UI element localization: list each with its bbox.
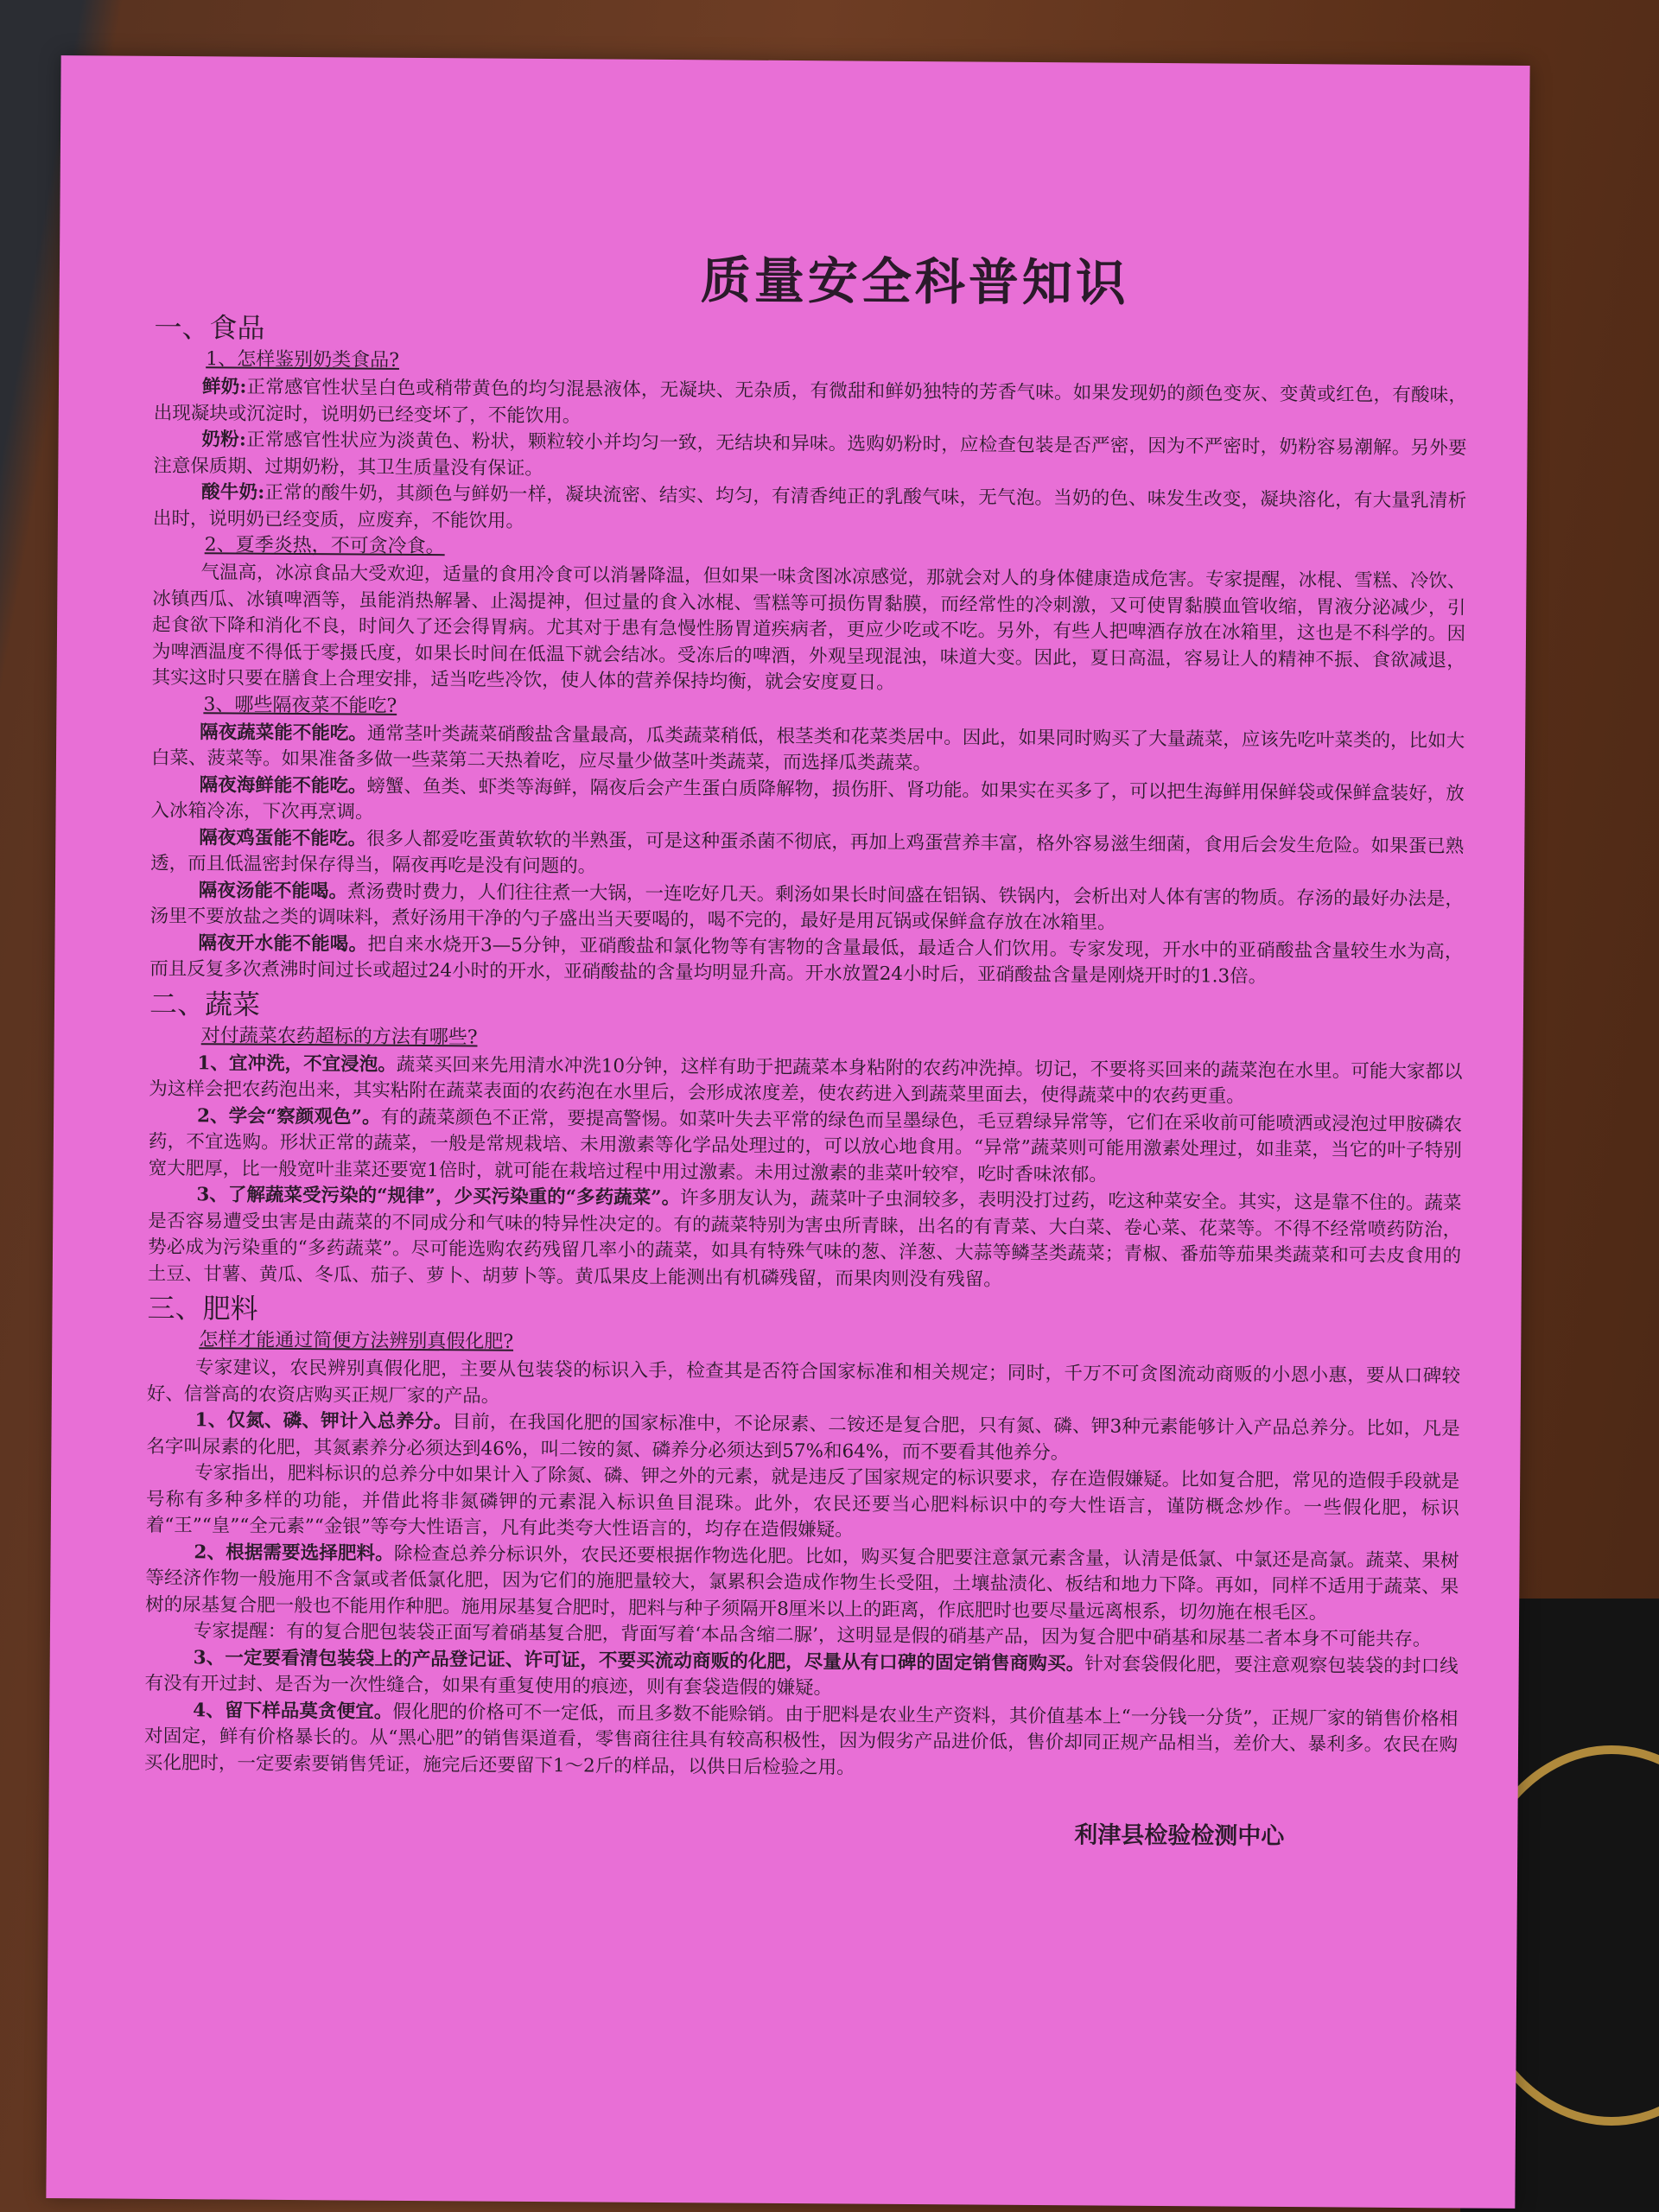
issuer-signature: 利津县检验检测中心 [1074, 1821, 1285, 1851]
section-heading-fertilizer: 三、肥料 [147, 1291, 258, 1325]
paragraph-fert-3: 3、一定要看清包装袋上的产品登记证、许可证，不要买流动商贩的化肥，尽量从有口碑的固定销售商购买。针对套袋假化肥，要注意观察包装袋的封口线有没有开过封、是否为一次性缝合，如果有重复使用的痕迹，则有套袋造假的嫌疑。 [144, 1646, 1459, 1700]
flyer-paper [46, 55, 1529, 2209]
paragraph-fert-2: 2、根据需要选择肥料。除检查总养分标识外，农民还要根据作物选化肥。比如，购买复合肥要注意氯元素含量，认清是低氯、中氯还是高氯。蔬菜、果树等经济作物一般施用不含氯或者低氯化肥，因为它们的施肥量较大，氯累积会造成作物生长受阻，土壤盐渍化、板结和地力下降。再如，同样不适用于蔬菜、果树的尿基复合肥一般也不能用作种肥。施用尿基复合肥时，肥料与种子须隔开8厘米以上的距离，作底肥时也要尽量远离根系，切勿施在根毛区。 [145, 1541, 1459, 1624]
paragraph-leftover-seafood: 隔夜海鲜能不能吃。螃蟹、鱼类、虾类等海鲜，隔夜后会产生蛋白质降解物，损伤肝、肾功能。如果实在买多了，可以把生海鲜用保鲜袋或保鲜盒装好，放入冰箱冷冻，下次再烹调。 [150, 773, 1465, 823]
paragraph-leftover-soup: 隔夜汤能不能喝。煮汤费时费力，人们往往煮一大锅，一连吃好几天。剩汤如果长时间盛在铝锅、铁锅内，会析出对人体有害的物质。存汤的最好办法是，汤里不要放盐之类的调味料，煮好汤用干净的勺子盛出当天要喝的，喝不完的，最好是用瓦锅或保鲜盒存放在冰箱里。 [149, 879, 1464, 934]
paragraph-fresh-milk: 鲜奶:正常感官性状呈白色或稍带黄色的均匀混悬液体，无凝块、无杂质，有微甜和鲜奶独特的芳香气味。如果发现奶的颜色变灰、变黄或红色，有酸味，出现凝块或沉淀时，说明奶已经变坏了，不能饮用。 [153, 376, 1468, 427]
paragraph-milk-powder: 奶粉:正常感官性状应为淡黄色、粉状，颗粒较小并均匀一致，无结块和异味。选购奶粉时，应检查包装是否严密，因为不严密时，奶粉容易潮解。另外要注意保质期、过期奶粉，其卫生质量没有保证。 [153, 429, 1467, 480]
paragraph-yogurt: 酸牛奶:正常的酸牛奶，其颜色与鲜奶一样，凝块流密、结实、均匀，有清香纯正的乳酸气味，无气泡。当奶的色、味发生改变，凝块溶化，有大量乳清析出时，说明奶已经变质，应废弃，不能饮用。 [152, 481, 1467, 532]
section-heading-food: 一、食品 [154, 310, 265, 345]
paragraph-leftover-veg: 隔夜蔬菜能不能吃。通常茎叶类蔬菜硝酸盐含量最高，瓜类蔬菜稍低，根茎类和花菜类居中。因此，如果同时购买了大量蔬菜，应该先吃叶菜类的，比如大白菜、菠菜等。如果准备多做一些菜第二天热着吃，应尽量少做茎叶类蔬菜，而选择瓜类蔬菜。 [150, 721, 1465, 775]
subheading-fertilizer: 怎样才能通过简便方法辨别真假化肥? [199, 1329, 514, 1353]
paragraph-fert-1: 1、仅氮、磷、钾计入总养分。目前，在我国化肥的国家标准中，不论尿素、二铵还是复合肥，只有氮、磷、钾3种元素能够计入产品总养分。比如，凡是名字叫尿素的化肥，其氮素养分必须达到46%，叫二铵的氮、磷养分必须达到57%和64%，而不要看其他养分。 [146, 1409, 1460, 1464]
subheading-pesticide: 对付蔬菜农药超标的方法有哪些? [200, 1024, 478, 1048]
document-title: 质量安全科普知识 [700, 251, 1130, 313]
subheading-leftovers: 3、哪些隔夜菜不能吃? [203, 693, 397, 717]
paragraph-leftover-water: 隔夜开水能不能喝。把自来水烧开3—5分钟，亚硝酸盐和氯化物等有害物的含量最低，最适合人们饮用。专家发现，开水中的亚硝酸盐含量较生水为高，而且反复多次煮沸时间过长或超过24小时的开水，亚硝酸盐的含量均明显升高。开水放置24小时后，亚硝酸盐含量是刚烧开时的1.3倍。 [149, 931, 1464, 988]
paragraph-fert-intro: 专家建议，农民辨别真假化肥，主要从包装袋的标识入手，检查其是否符合国家标准和相关规定；同时，千万不可贪图流动商贩的小恩小惠，要从口碑较好、信誉高的农资店购买正规厂家的产品。 [146, 1357, 1461, 1408]
paragraph-summer: 气温高，冰凉食品大受欢迎，适量的食用冷食可以消暑降温，但如果一味贪图冰凉感觉，那就会对人的身体健康造成危害。专家提醒，冰棍、雪糕、冷饮、冰镇西瓜、冰镇啤酒等，虽能消热解暑、止渴提神，但过量的食入冰棍、雪糕等可损伤胃黏膜，而经常性的冷刺激，又可使胃黏膜血管收缩，胃液分泌减少，引起食欲下降和消化不良，时间久了还会得胃病。尤其对于患有急慢性肠胃道疾病者，更应少吃或不吃。另外，有些人把啤酒存放在冰箱里，这也是不科学的。因为啤酒温度不得低于零摄氏度，如果长时间在低温下就会结冰。受冻后的啤酒，外观呈现混浊，味道大变。因此，夏日高温，容易让人的精神不振、食欲减退，其实这时只要在膳食上合理安排，适当吃些冷饮，使人体的营养保持均衡，就会安度夏日。 [151, 562, 1466, 694]
paragraph-veg-1: 1、宜冲洗，不宜浸泡。蔬菜买回来先用清水冲洗10分钟，这样有助于把蔬菜本身粘附的农药冲洗掉。切记，不要将买回来的蔬菜泡在水里。可能大家都以为这样会把农药泡出来，其实粘附在蔬菜表面的农药泡在水里后，会形成浓度差，使农药进入到蔬菜里面去，使得蔬菜中的农药更重。 [149, 1052, 1463, 1108]
paragraph-leftover-egg: 隔夜鸡蛋能不能吃。很多人都爱吃蛋黄软软的半熟蛋，可是这种蛋杀菌不彻底，再加上鸡蛋营养丰富，格外容易滋生细菌，食用后会发生危险。如果蛋已熟透，而且低温密封保存得当，隔夜再吃是没有问题的。 [150, 826, 1465, 878]
section-heading-vegetables: 二、蔬菜 [149, 987, 261, 1021]
paragraph-fert-1b: 专家指出，肥料标识的总养分中如果计入了除氮、磷、钾之外的元素，就是违反了国家规定的标识要求，存在造假嫌疑。比如复合肥，常见的造假手段就是号称有多种多样的功能，并借此将非氮磷钾的元素混入标识鱼目混珠。此外，农民还要当心肥料标识中的夸大性语言，谨防概念炒作。一些假化肥，标识着“王”“皇”“全元素”“金银”等夸大性语言，凡有此类夸大性语言的，均存在造假嫌疑。 [145, 1462, 1460, 1541]
paragraph-veg-3: 3、了解蔬菜受污染的“规律”，少买污染重的“多药蔬菜”。许多朋友认为，蔬菜叶子虫洞较多，表明没打过药，吃这种菜安全。其实，这是靠不住的。蔬菜是否容易遭受虫害是由蔬菜的不同成分和气味的特异性决定的。有的蔬菜特别为害虫所青睐，出名的有青菜、大白菜、卷心菜、花菜等。不得不经常喷药防治，势必成为污染重的“多药蔬菜”。尽可能选购农药残留几率小的蔬菜，如具有特殊气味的葱、洋葱、大蒜等鳞茎类蔬菜；青椒、番茄等茄果类蔬菜和可去皮食用的土豆、甘薯、黄瓜、冬瓜、茄子、萝卜、胡萝卜等。黄瓜果皮上能测出有机磷残留，而果肉则没有残留。 [147, 1184, 1462, 1291]
paragraph-fert-2b: 专家提醒：有的复合肥包装袋正面写着硝基复合肥，背面写着‘本品含缩二脲’，这明显是假的硝基产品，因为复合肥中硝基和尿基二者本身不可能共存。 [193, 1620, 1432, 1651]
subheading-milk: 1、怎样鉴别奶类食品? [206, 348, 400, 372]
subheading-summer: 2、夏季炎热，不可贪冷食。 [204, 534, 445, 558]
paragraph-fert-4: 4、留下样品莫贪便宜。假化肥的价格可不一定低，而且多数不能赊销。由于肥料是农业生产资料，其价值基本上“一分钱一分货”，正规厂家的销售价格相对固定，鲜有价格暴长的。从“黑心肥”的销售渠道看，零售商往往具有较高积极性，因为假劣产品进价低，售价却同正规产品相当，差价大、暴利多。农民在购买化肥时，一定要索要销售凭证，施完后还要留下1～2斤的样品，以供日后检验之用。 [143, 1699, 1459, 1779]
paragraph-veg-2: 2、学会“察颜观色”。有的蔬菜颜色不正常，要提高警惕。如菜叶失去平常的绿色而呈墨绿色，毛豆碧绿异常等，它们在采收前可能喷洒或浸泡过甲胺磷农药，不宜选购。形状正常的蔬菜，一般是常规栽培、未用激素等化学品处理过的，可以放心地食用。“异常”蔬菜则可能用激素处理过，如韭菜，当它的叶子特别宽大肥厚，比一般宽叶韭菜还要宽1倍时，就可能在栽培过程中用过激素。未用过激素的韭菜叶较窄，吃时香味浓郁。 [148, 1104, 1463, 1186]
